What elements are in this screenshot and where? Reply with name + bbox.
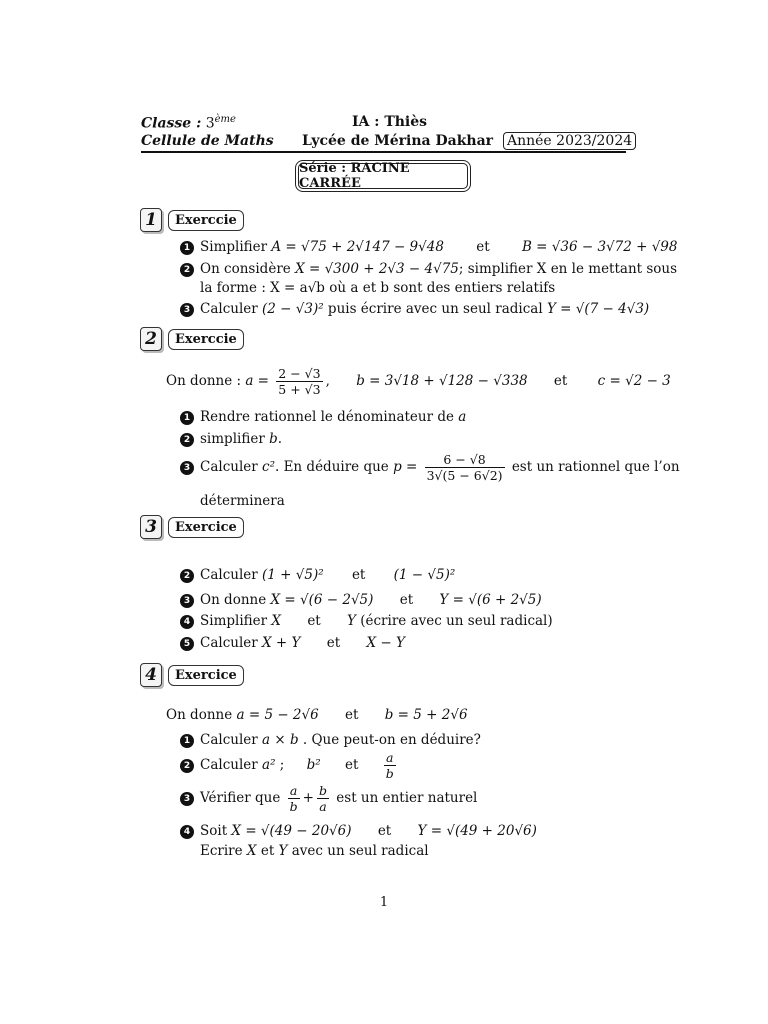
ex1-item-2: 2 On considère X = √300 + 2√3 − 4√75; simplifier X en le mettant sous <box>180 261 677 277</box>
expr-A: A = √75 + 2√147 − 9√48 <box>271 239 444 255</box>
fraction-p: $\frac{6 - √8}{3√(5 - 6√2)}$ <box>426 452 503 483</box>
classe-label: Classe : <box>141 115 202 132</box>
exercise-3-label: Exercice <box>168 517 244 538</box>
serie-title: Série : RACINE CARRÉE <box>298 163 468 189</box>
expr-B: B = √36 − 3√72 + √98 <box>521 239 678 255</box>
ex2-intro: On donne : a = $\frac{2 - √3}{5 + √3}$ , b = 3√18 + √128 − √338 et c = √2 − 3 <box>166 366 671 397</box>
exercise-3-number: 3 <box>140 515 162 539</box>
ex4-item-3: 3 Vérifier que $\frac{a}{b}$ + $\frac{b}{a}$ est un entier naturel <box>180 783 477 814</box>
header-classe <box>141 114 236 132</box>
header-annee: Année 2023/2024 <box>503 132 636 150</box>
page-number: 1 <box>379 895 389 910</box>
ex1-item-3: 3 Calculer (2 − √3)² puis écrire avec un seul radical Y = √(7 − 4√3) <box>180 301 649 317</box>
exercise-2-number: 2 <box>140 327 162 351</box>
ex3-item-2: 2 Calculer (1 + √5)² et (1 − √5)² <box>180 567 455 583</box>
ex2-item-3-cont: déterminera <box>200 493 285 509</box>
ex4-item-2: 2 Calculer a² ; b² et $\frac{a}{b}$ <box>180 750 399 781</box>
header-cellule: Cellule de Maths <box>141 133 274 149</box>
ex2-item-3: 3 Calculer c². En déduire que p = $\frac{6 - √8}{3√(5 - 6√2)}$ est un rationnel que l’on <box>180 452 680 483</box>
expr-X: X = √300 + 2√3 − 4√75 <box>295 261 459 277</box>
exercise-4-label: Exercice <box>168 665 244 686</box>
exercise-1-label: Exerccie <box>168 210 244 231</box>
fraction-a-over-b: $\frac{a}{b}$ <box>385 750 394 781</box>
exercise-2-label: Exerccie <box>168 329 244 350</box>
header-lycee: Lycée de Mérina Dakhar <box>302 133 494 149</box>
header-rule <box>141 151 626 153</box>
exercise-4-number: 4 <box>140 663 162 687</box>
exercise-1-number: 1 <box>140 208 162 232</box>
bullet-1: 1 <box>180 241 194 255</box>
ex4-item-4: 4 Soit X = √(49 − 20√6) et Y = √(49 + 20√6) <box>180 823 537 839</box>
ex4-item-4-cont: Ecrire X et Y avec un seul radical <box>200 843 429 859</box>
ex3-item-5: 5 Calculer X + Y et X − Y <box>180 635 405 651</box>
bullet-2: 2 <box>180 263 194 277</box>
bullet-3: 3 <box>180 303 194 317</box>
classe-sup: ème <box>214 114 236 125</box>
ex1-item-1: 1 Simplifier A = √75 + 2√147 − 9√48 et B = √36 − 3√72 + √98 <box>180 239 678 255</box>
classe-value: 3 <box>205 115 215 132</box>
header-ia: IA : Thiès <box>352 114 428 130</box>
ex2-item-2: 2 simplifier b. <box>180 431 282 447</box>
expr-c: c = √2 − 3 <box>597 373 671 389</box>
ex4-item-1: 1 Calculer a × b . Que peut-on en déduire? <box>180 732 481 748</box>
expr-b: b = 3√18 + √128 − √338 <box>356 373 528 389</box>
ex1-item-2-cont: la forme : X = a√b où a et b sont des entiers relatifs <box>200 280 556 296</box>
ex4-intro: On donne a = 5 − 2√6 et b = 5 + 2√6 <box>166 707 468 723</box>
fraction-a: $\frac{2 - √3}{5 + √3}$ <box>278 366 321 397</box>
ex2-item-1: 1 Rendre rationnel le dénominateur de a <box>180 409 466 425</box>
ex3-item-4: 4 Simplifier X et Y (écrire avec un seul radical) <box>180 613 553 629</box>
ex3-item-3: 3 On donne X = √(6 − 2√5) et Y = √(6 + 2√5) <box>180 592 542 608</box>
